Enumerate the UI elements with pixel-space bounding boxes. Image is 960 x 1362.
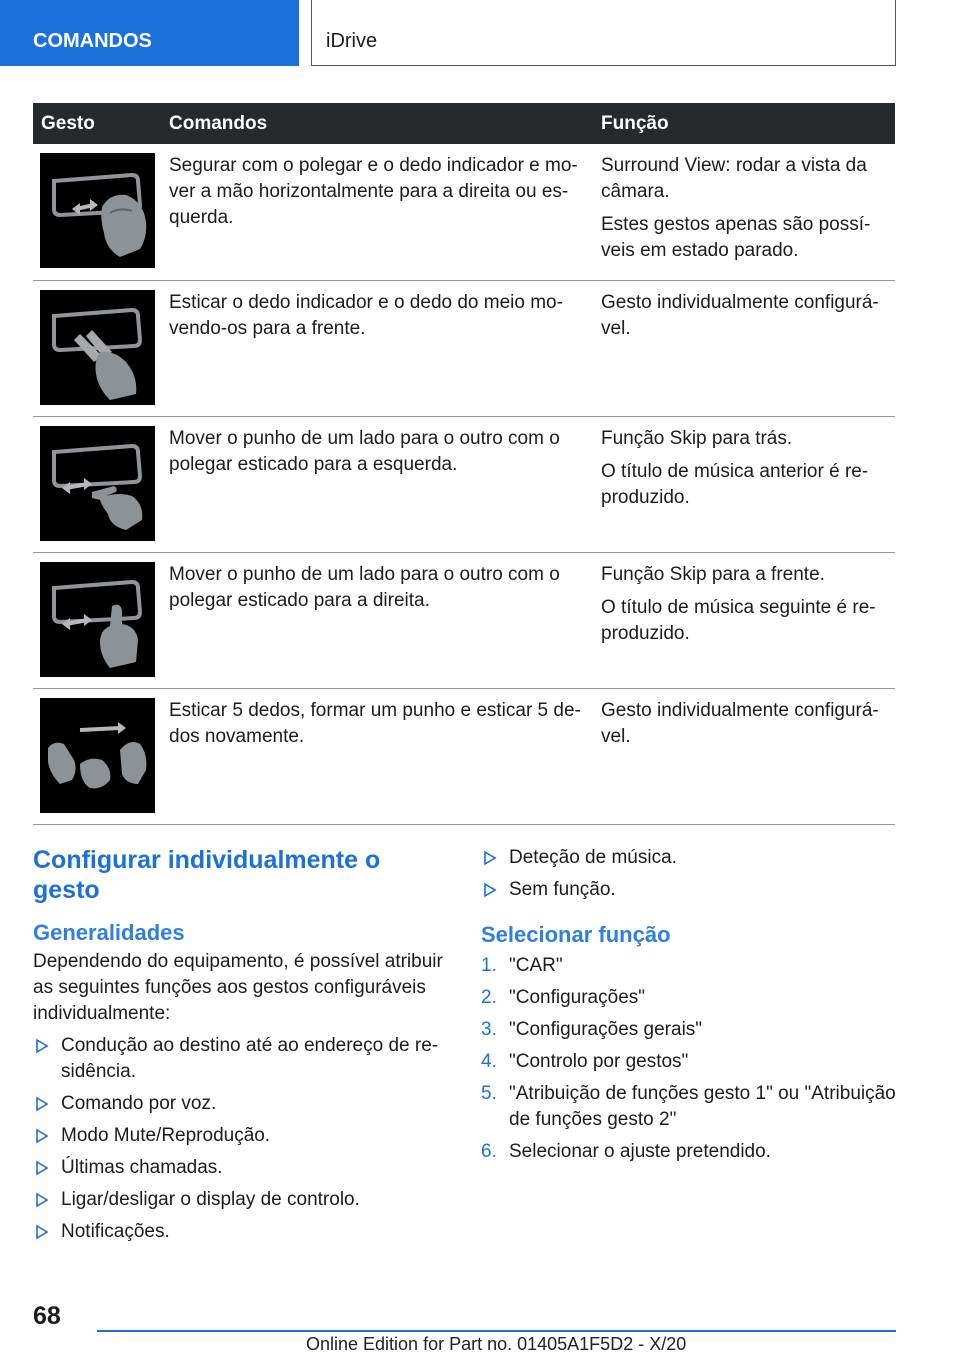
gesture-cell [33,552,161,688]
right-column [481,845,896,1171]
steps-list [481,953,896,1165]
gesture-cell [33,280,161,416]
gesture-thumb-left-icon [40,426,155,541]
gesture-five-fingers-icon [40,698,155,813]
function-cell [593,144,895,280]
table-row [33,552,895,688]
gesture-cell [33,688,161,824]
intro-paragraph: Dependendo do equipamento, é possível atribuir as seguintes funções aos gestos configuráveis individualmente: [33,951,443,1024]
function-text: Função Skip para a frente. [601,563,825,585]
list-item: Notificações. [33,1219,448,1245]
triangle-bullet-icon [35,1128,49,1144]
triangle-bullet-icon [483,882,497,898]
list-item: Ligar/desligar o display de controlo. [33,1187,448,1213]
step-number: 1. [481,955,497,976]
gesture-rotate-icon [40,153,155,268]
triangle-bullet-icon [35,1096,49,1112]
function-list [33,1033,448,1245]
command-cell [161,280,593,416]
step-item: 1. "CAR" [481,953,896,979]
command-cell [161,552,593,688]
function-text: Gesto individualmente configurá-vel. [601,699,879,747]
section-title: COMANDOS [33,30,152,52]
triangle-bullet-icon [483,850,497,866]
triangle-bullet-icon [35,1160,49,1176]
footer-divider [97,1330,896,1332]
gesture-two-fingers-icon [40,290,155,405]
subsection-heading-general: Generalidades [33,920,185,945]
subsection-heading-select: Selecionar função [481,922,671,947]
step-item: 6. Selecionar o ajuste pretendido. [481,1139,896,1165]
table-row [33,144,895,280]
section-heading: Configurar individualmente o gesto [33,846,381,904]
gesture-cell [33,416,161,552]
function-cell [593,552,895,688]
triangle-bullet-icon [35,1224,49,1240]
gesture-thumb-right-icon [40,562,155,677]
left-column [33,845,448,1251]
function-cell [593,416,895,552]
function-list-continued [481,845,896,903]
triangle-bullet-icon [35,1192,49,1208]
function-text: Surround View: rodar a vista da câmara. [601,155,867,202]
function-note: O título de música anterior é re-produzido. [601,460,869,508]
gesture-table [33,103,895,825]
step-item: 4. "Controlo por gestos" [481,1049,896,1075]
list-item: Últimas chamadas. [33,1155,448,1181]
command-text: Mover o punho de um lado para o outro com o polegar esticado para a esquerda. [169,427,560,475]
chapter-tab [311,0,896,66]
step-number: 4. [481,1051,497,1072]
table-row [33,688,895,824]
step-item: 5. "Atribuição de funções gesto 1" ou "Atribuição de funções gesto 2" [481,1083,896,1130]
command-text: Esticar 5 dedos, formar um punho e esticar 5 de-dos novamente. [169,699,581,747]
step-number: 5. [481,1083,497,1104]
footer-edition: Online Edition for Part no. 01405A1F5D2 - X/20 [306,1334,687,1354]
function-cell [593,688,895,824]
step-number: 6. [481,1141,497,1162]
command-cell [161,144,593,280]
col-header-gesture: Gesto [33,103,161,144]
triangle-bullet-icon [35,1038,49,1054]
table-row [33,280,895,416]
command-text: Esticar o dedo indicador e o dedo do meio mo-vendo-os para a frente. [169,291,563,339]
step-item: 3. "Configurações gerais" [481,1017,896,1043]
list-item: Deteção de música. [481,845,896,871]
command-text: Mover o punho de um lado para o outro com o polegar esticado para a direita. [169,563,560,611]
command-cell [161,688,593,824]
table-row [33,416,895,552]
step-number: 3. [481,1019,497,1040]
function-text: Gesto individualmente configurá-vel. [601,291,879,339]
function-text: Função Skip para trás. [601,427,793,449]
list-item: Modo Mute/Reprodução. [33,1123,448,1149]
col-header-function: Função [593,103,895,144]
section-tab [0,0,299,66]
list-item: Sem função. [481,877,896,903]
page-number: 68 [33,1302,61,1330]
chapter-title: iDrive [326,30,378,52]
list-item: Condução ao destino até ao endereço de re-sidência. [33,1033,448,1085]
command-text: Segurar com o polegar e o dedo indicador e mo-ver a mão horizontalmente para a direita ou es-querda. [169,155,578,228]
function-note: O título de música seguinte é re-produzido. [601,596,876,644]
table-header-row [33,103,895,144]
gesture-cell [33,144,161,280]
step-item: 2. "Configurações" [481,985,896,1011]
function-cell [593,280,895,416]
command-cell [161,416,593,552]
list-item: Comando por voz. [33,1091,448,1117]
col-header-commands: Comandos [161,103,593,144]
step-number: 2. [481,987,497,1008]
function-note: Estes gestos apenas são possí-veis em estado parado. [601,214,871,261]
